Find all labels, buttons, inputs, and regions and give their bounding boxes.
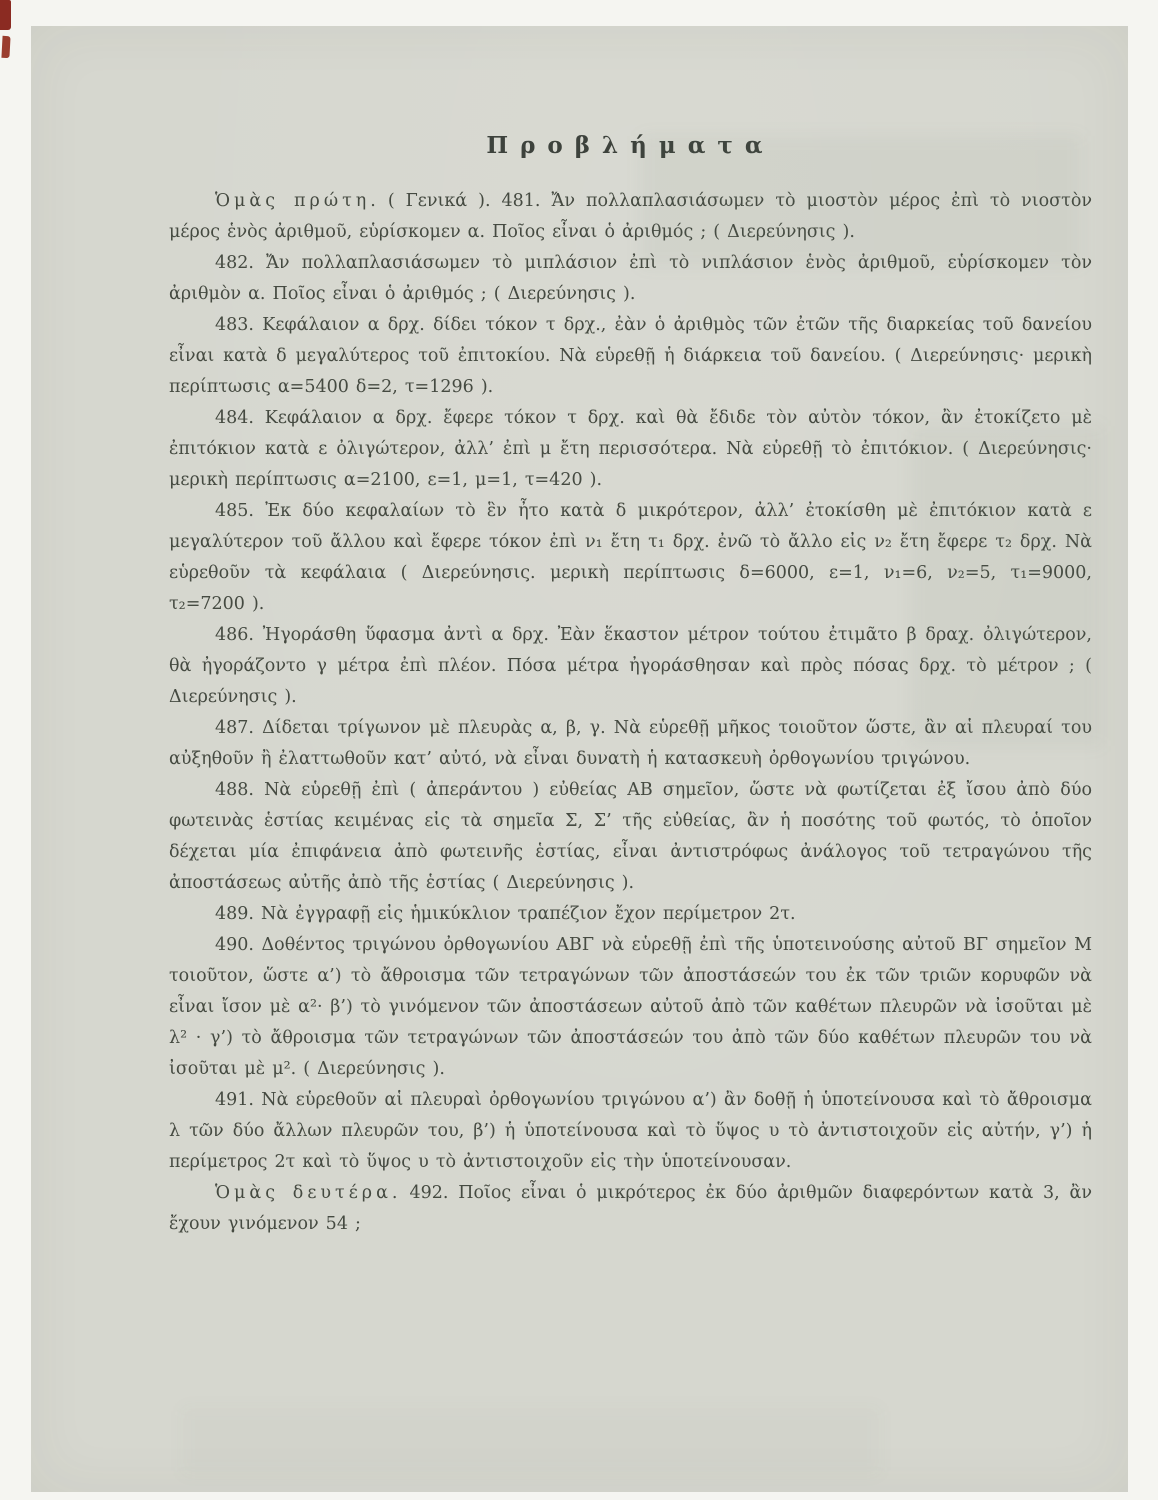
paragraph-text: 491. Νὰ εὑρεθοῦν αἱ πλευραὶ ὀρθογωνίου τριγώνου α’) ἂν δοθῇ ἡ ὑποτείνουσα καὶ τὸ ἄθροισμα λ τῶν δύο ἄλλων πλευρῶν του, β’) ἡ ὑποτείνουσα καὶ τὸ ὕψος υ τὸ ἀντιστοιχοῦν εἰς αὐτήν, γ’) ἡ περίμετρος 2τ καὶ τὸ ὕψος υ τὸ ἀντιστοιχοῦν εἰς τὴν ὑποτείνουσαν. <box>169 1090 1092 1172</box>
paragraph-text: 484. Κεφάλαιον α δρχ. ἔφερε τόκον τ δρχ. καὶ θὰ ἔδιδε τὸν αὐτὸν τόκον, ἂν ἐτοκίζετο μὲ ἐπιτόκιον κατὰ ε ὀλιγώτερον, ἀλλ’ ἐπὶ μ ἔτη περισσότερα. Νὰ εὑρεθῇ τὸ ἐπιτόκιον. ( Διερεύνησις· μερικὴ περίπτωσις α=2100, ε=1, μ=1, τ=420 ). <box>169 408 1092 490</box>
paragraph-text: 487. Δίδεται τρίγωνον μὲ πλευρὰς α, β, γ. Νὰ εὑρεθῇ μῆκος τοιοῦτον ὥστε, ἂν αἱ πλευραί του αὐξηθοῦν ἢ ἐλαττωθοῦν κατ’ αὐτό, νὰ εἶναι δυνατὴ ἡ κατασκευὴ ὀρθογωνίου τριγώνου. <box>169 718 1092 769</box>
paragraph-text: 490. Δοθέντος τριγώνου ὀρθογωνίου ΑΒΓ νὰ εὑρεθῇ ἐπὶ τῆς ὑποτεινούσης αὐτοῦ ΒΓ σημεῖον Μ τοιοῦτον, ὥστε α’) τὸ ἄθροισμα τῶν τετραγώνων τῶν ἀποστάσεών του ἐκ τῶν τριῶν κορυφῶν νὰ εἶναι ἴσον μὲ α²· β’) τὸ γινόμενον τῶν ἀποστάσεων αὐτοῦ ἀπὸ τῶν καθέτων πλευρῶν νὰ ἰσοῦται μὲ λ² · γ’) τὸ ἄθροισμα τῶν τετραγώνων τῶν ἀποστάσεών του ἀπὸ τῶν δύο καθέτων πλευρῶν του νὰ ἰσοῦται μὲ μ². ( Διερεύνησις ). <box>169 935 1092 1079</box>
problem-paragraph <box>169 1178 1092 1240</box>
problem-paragraph <box>169 496 1092 620</box>
paragraph-text: 483. Κεφάλαιον α δρχ. δίδει τόκον τ δρχ., ἐὰν ὁ ἀριθμὸς τῶν ἐτῶν τῆς διαρκείας τοῦ δανείου εἶναι κατὰ δ μεγαλύτερος τοῦ ἐπιτοκίου. Νὰ εὑρεθῇ ἡ διάρκεια τοῦ δανείου. ( Διερεύνησις· μερικὴ περίπτωσις α=5400 δ=2, τ=1296 ). <box>169 315 1092 397</box>
problem-paragraph <box>169 186 1092 248</box>
problem-paragraph <box>169 248 1092 310</box>
page-title: Προβλήματα <box>486 132 775 159</box>
paragraph-text: 482. Ἄν πολλαπλασιάσωμεν τὸ μιπλάσιον ἐπὶ τὸ νιπλάσιον ἑνὸς ἀριθμοῦ, εὑρίσκομεν τὸν ἀριθμὸν α. Ποῖος εἶναι ὁ ἀριθμός ; ( Διερεύνησις ). <box>169 253 1092 304</box>
paragraph-text: ( Γενικά ). 481. Ἄν πολλαπλασιάσωμεν τὸ μιοστὸν μέρος ἐπὶ τὸ νιοστὸν μέρος ἑνὸς ἀριθμοῦ, εὑρίσκομεν α. Ποῖος εἶναι ὁ ἀριθμός ; ( Διερεύνησις ). <box>169 191 1092 242</box>
problem-paragraph <box>169 930 1092 1085</box>
paragraph-text: 489. Νὰ ἐγγραφῇ εἰς ἡμικύκλιον τραπέζιον ἔχον περίμετρον 2τ. <box>215 904 796 924</box>
problem-paragraph <box>169 310 1092 403</box>
paragraph-text: 486. Ἠγοράσθη ὕφασμα ἀντὶ α δρχ. Ἐὰν ἕκαστον μέτρον τούτου ἐτιμᾶτο β δραχ. ὀλιγώτερον, θὰ ἠγοράζοντο γ μέτρα ἐπὶ πλέον. Πόσα μέτρα ἠγοράσθησαν καὶ πρὸς πόσας δρχ. τὸ μέτρον ; ( Διερεύνησις ). <box>169 625 1092 707</box>
problem-paragraph <box>169 620 1092 713</box>
paragraph-text: 492. Ποῖος εἶναι ὁ μικρότερος ἐκ δύο ἀριθμῶν διαφερόντων κατὰ 3, ἂν ἔχουν γινόμενον 54 ; <box>169 1183 1092 1234</box>
group-heading: Ὁμὰς δευτέρα. <box>215 1183 402 1203</box>
problem-paragraph <box>169 713 1092 775</box>
problem-paragraph <box>169 1085 1092 1178</box>
problem-paragraph <box>169 899 1092 930</box>
problem-paragraph <box>169 775 1092 899</box>
paragraph-text: 488. Νὰ εὑρεθῇ ἐπὶ ( ἀπεράντου ) εὐθείας ΑΒ σημεῖον, ὥστε νὰ φωτίζεται ἐξ ἴσου ἀπὸ δύο φωτεινὰς ἑστίας κειμένας εἰς τὰ σημεῖα Σ, Σ’ τῆς εὐθείας, ἂν ἡ ποσότης τοῦ φωτός, τὸ ὁποῖον δέχεται μία ἐπιφάνεια ἀπὸ φωτεινῆς ἑστίας, εἶναι ἀντιστρόφως ἀνάλογος τοῦ τετραγώνου τῆς ἀποστάσεως αὐτῆς ἀπὸ τῆς ἑστίας ( Διερεύνησις ). <box>169 780 1092 893</box>
bleedthrough-smudge <box>181 1406 881 1476</box>
problems-text-block <box>169 186 1092 1240</box>
scan-artifact-red-mark <box>0 0 11 30</box>
paragraph-text: 485. Ἐκ δύο κεφαλαίων τὸ ἓν ἦτο κατὰ δ μικρότερον, ἀλλ’ ἐτοκίσθη μὲ ἐπιτόκιον κατὰ ε μεγαλύτερον τοῦ ἄλλου καὶ ἔφερε τόκον ἐπὶ ν₁ ἔτη τ₁ δρχ. ἐνῶ τὸ ἄλλο εἰς ν₂ ἔτη ἔφερε τ₂ δρχ. Νὰ εὑρεθοῦν τὰ κεφάλαια ( Διερεύνησις. μερικὴ περίπτωσις δ=6000, ε=1, ν₁=6, ν₂=5, τ₁=9000, τ₂=7200 ). <box>169 501 1092 614</box>
group-heading: Ὁμὰς πρώτη. <box>215 191 380 211</box>
problem-paragraph <box>169 403 1092 496</box>
scanned-book-page <box>31 26 1128 1492</box>
scan-artifact-red-mark <box>1 36 10 58</box>
